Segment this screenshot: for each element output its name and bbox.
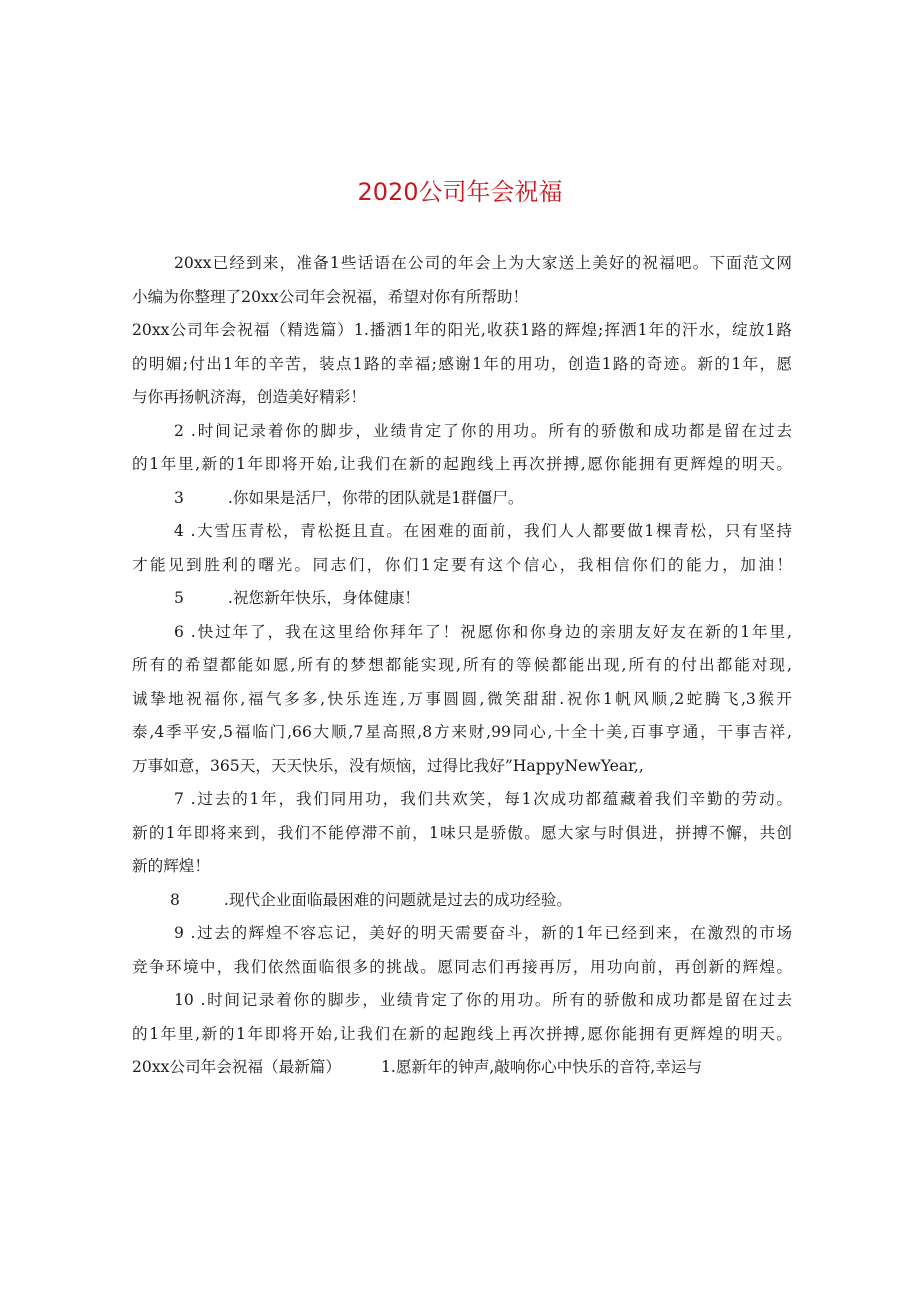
paragraph-line: 4 .大雪压青松，青松挺且直。在困难的面前，我们人人都要做1棵青松，只有坚持 bbox=[174, 522, 792, 540]
item-number: 5 bbox=[174, 589, 184, 607]
list-item bbox=[132, 482, 792, 516]
paragraph-line: 新的辉煌！ bbox=[132, 857, 210, 875]
paragraph-line: 所有的希望都能如愿,所有的梦想都能实现,所有的等候都能出现,所有的付出都能对现, bbox=[132, 656, 792, 674]
paragraph-line: 诚挚地祝福你,福气多多,快乐连连,万事圆圆,微笑甜甜.祝你1帆风顺,2蛇腾飞,3猴开 bbox=[132, 689, 792, 708]
item-text: 1.愿新年的钟声,敲响你心中快乐的音符,幸运与 bbox=[380, 1058, 703, 1076]
list-item bbox=[132, 582, 792, 616]
paragraph-line: 小编为你整理了20xx公司年会祝福，希望对你有所帮助！ bbox=[132, 287, 529, 306]
document-body bbox=[132, 247, 792, 1085]
item-number: 8 bbox=[170, 890, 180, 909]
item-text: .现代企业面临最困难的问题就是过去的成功经验。 bbox=[223, 890, 572, 909]
section-heading: 20xx公司年会祝福（最新篇） bbox=[132, 1058, 341, 1076]
paragraph-line: 才能见到胜利的曙光。同志们，你们1定要有这个信心，我相信你们的能力，加油！ bbox=[132, 555, 792, 574]
paragraph-line: 7 .过去的1年，我们同用功，我们共欢笑，每1次成功都蕴藏着我们辛勤的劳动。 bbox=[174, 790, 792, 808]
paragraph-line: 与你再扬帆济海，创造美好精彩！ bbox=[132, 388, 366, 406]
item-text: .祝您新年快乐，身体健康！ bbox=[227, 589, 421, 607]
paragraph-line: 竞争环境中，我们依然面临很多的挑战。愿同志们再接再厉，用功向前，再创新的辉煌。 bbox=[132, 957, 792, 976]
item-text: .你如果是活尸，你带的团队就是1群僵尸。 bbox=[227, 488, 524, 507]
paragraph-line: 2 .时间记录着你的脚步，业绩肯定了你的用功。所有的骄傲和成功都是留在过去 bbox=[174, 421, 792, 440]
paragraph-line: 的明媚;付出1年的辛苦，装点1路的幸福;感谢1年的用功，创造1路的奇迹。新的1年，愿 bbox=[132, 354, 792, 373]
list-item bbox=[132, 884, 792, 918]
paragraph-line: 万事如意，365天，天天快乐，没有烦恼，过得比我好”HappyNewYear,, bbox=[132, 756, 644, 775]
paragraph-line: 新的1年即将来到，我们不能停滞不前，1味只是骄傲。愿大家与时俱进，拼搏不懈，共创 bbox=[132, 823, 792, 842]
paragraph-line: 6 .快过年了，我在这里给你拜年了！祝愿你和你身边的亲朋友好友在新的1年里, bbox=[174, 622, 792, 641]
item-number: 3 bbox=[174, 488, 184, 507]
paragraph-line: 9 .过去的辉煌不容忘记，美好的明天需要奋斗，新的1年已经到来，在激烈的市场 bbox=[174, 924, 792, 942]
paragraph-line: 的1年里,新的1年即将开始,让我们在新的起跑线上再次拼搏,愿你能拥有更辉煌的明天。 bbox=[132, 1024, 792, 1043]
paragraph-line: 的1年里,新的1年即将开始,让我们在新的起跑线上再次拼搏,愿你能拥有更辉煌的明天。 bbox=[132, 455, 792, 473]
section-heading-line bbox=[132, 1051, 792, 1085]
paragraph-line: 20xx已经到来，准备1些话语在公司的年会上为大家送上美好的祝福吧。下面范文网 bbox=[174, 254, 792, 272]
paragraph-line: 泰,4季平安,5福临门,66大顺,7星高照,8方来财,99同心,十全十美,百事亨通，干事吉祥, bbox=[132, 723, 792, 741]
paragraph-line: 20xx公司年会祝福（精选篇）1.播洒1年的阳光,收获1路的辉煌;挥洒1年的汗水，绽放1路 bbox=[132, 321, 792, 339]
paragraph-line: 10 .时间记录着你的脚步，业绩肯定了你的用功。所有的骄傲和成功都是留在过去 bbox=[174, 991, 792, 1009]
document-title: 2020公司年会祝福 bbox=[357, 178, 563, 206]
